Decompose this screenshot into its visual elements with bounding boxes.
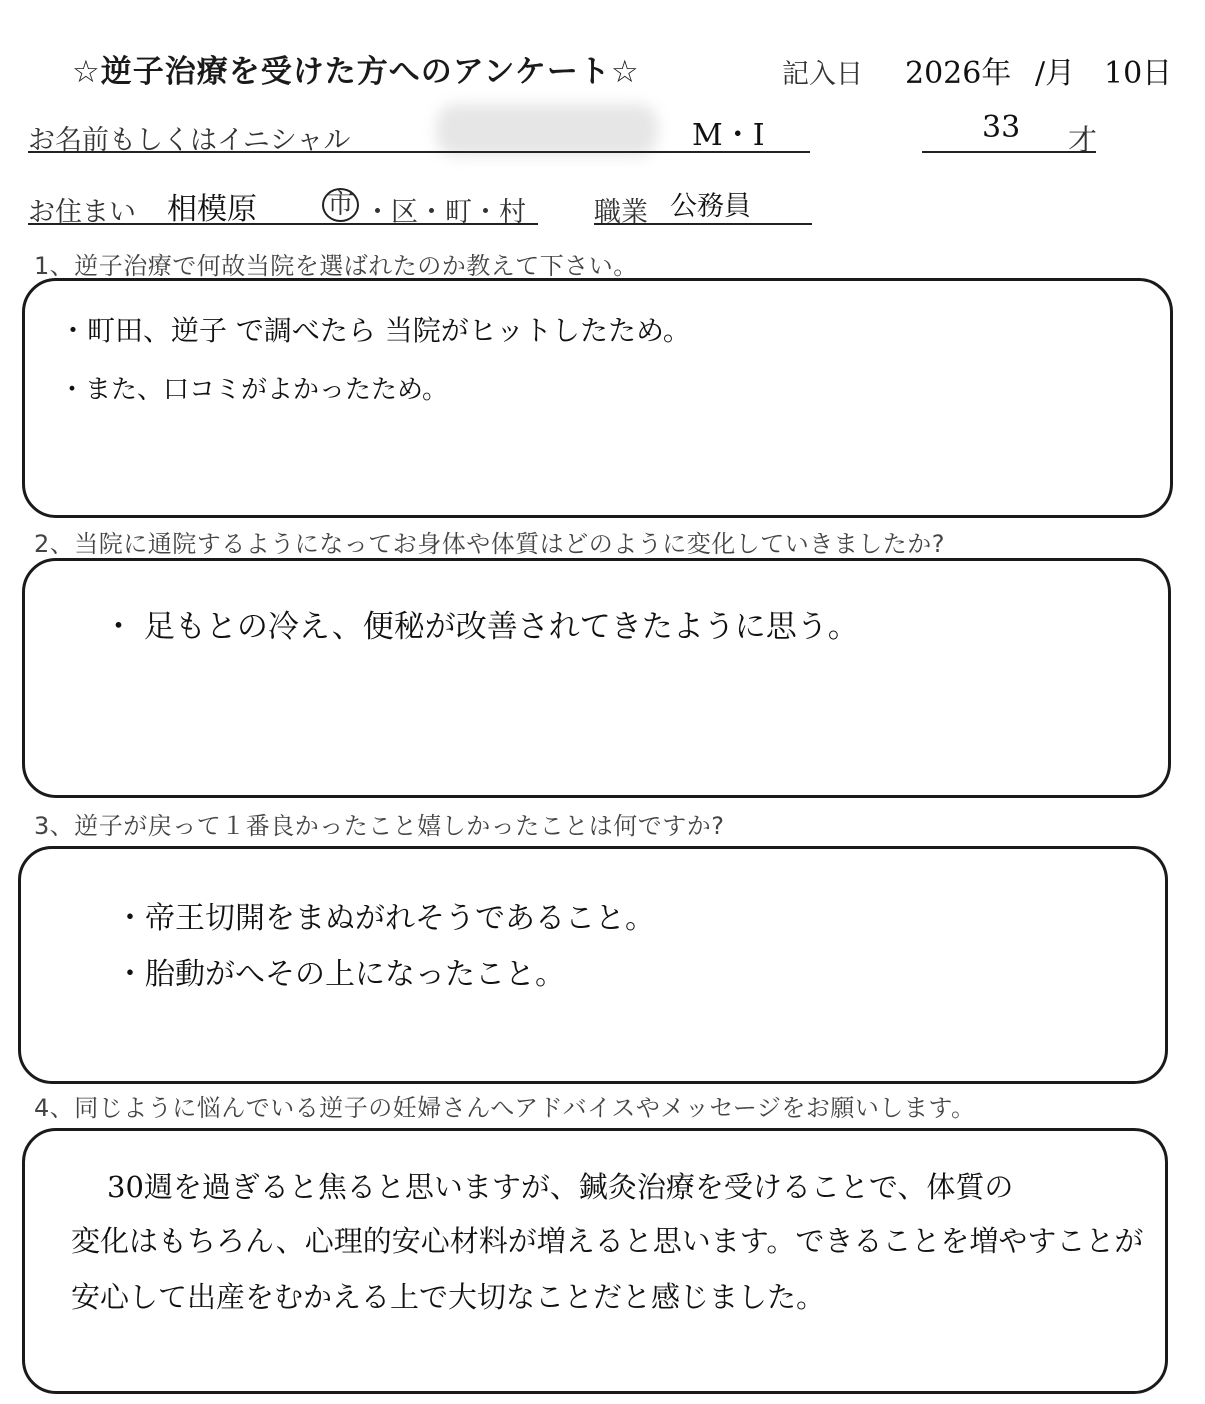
occupation-value: 公務員 xyxy=(670,191,751,222)
question-2: 2、当院に通院するようになってお身体や体質はどのように変化していきましたか? xyxy=(34,530,946,558)
question-3: 3、逆子が戻って１番良かったこと嬉しかったことは何ですか? xyxy=(34,812,725,840)
answer-3-line-2: ・胎動がへその上になったこと。 xyxy=(115,957,565,992)
city-option: 市 xyxy=(322,188,359,222)
answer-1-line-2: ・また、口コミがよかったため。 xyxy=(59,375,448,405)
occupation-label: 職業 xyxy=(594,197,648,228)
age-value: 33 xyxy=(982,110,1021,145)
answer-box-2 xyxy=(22,558,1171,798)
date-month: /月 xyxy=(1035,56,1076,91)
date-year: 2026年 xyxy=(905,56,1012,91)
name-value: M・I xyxy=(692,118,765,153)
page-title: ☆逆子治療を受けた方へのアンケート☆ xyxy=(72,54,640,90)
redacted-name xyxy=(436,104,658,156)
answer-4-line-3: 安心して出産をむかえる上で大切なことだと感じました。 xyxy=(71,1280,826,1314)
address-options: ・区・町・村 xyxy=(364,197,526,228)
answer-1-line-1: ・町田、逆子 で調べたら 当院がヒットしたため。 xyxy=(59,314,691,347)
question-4: 4、同じように悩んでいる逆子の妊婦さんへアドバイスやメッセージをお願いします。 xyxy=(34,1094,976,1122)
occupation-underline xyxy=(594,223,812,225)
address-label: お住まい xyxy=(28,197,136,228)
answer-4-line-2: 変化はもちろん、心理的安心材料が増えると思います。できることを増やすことが xyxy=(71,1224,1144,1258)
address-value: 相模原 xyxy=(167,192,257,227)
age-underline xyxy=(922,151,1096,153)
date-day: 10日 xyxy=(1104,56,1173,91)
name-label: お名前もしくはイニシャル xyxy=(28,125,351,156)
name-underline xyxy=(28,151,810,153)
answer-box-1 xyxy=(22,278,1173,518)
question-1: 1、逆子治療で何故当院を選ばれたのか教えて下さい。 xyxy=(34,252,638,280)
answer-box-4 xyxy=(22,1128,1168,1394)
address-city-circled xyxy=(322,188,359,222)
answer-2-line-1: ・ 足もとの冷え、便秘が改善されてきたように思う。 xyxy=(103,609,859,645)
date-label: 記入日 xyxy=(782,59,863,90)
address-underline xyxy=(28,223,538,225)
answer-box-3 xyxy=(18,846,1168,1084)
answer-3-line-1: ・帝王切開をまぬがれそうであること。 xyxy=(115,901,655,936)
answer-4-line-1: 30週を過ぎると焦ると思いますが、鍼灸治療を受けることで、体質の xyxy=(107,1170,1014,1204)
age-unit: 才 xyxy=(1068,123,1098,157)
